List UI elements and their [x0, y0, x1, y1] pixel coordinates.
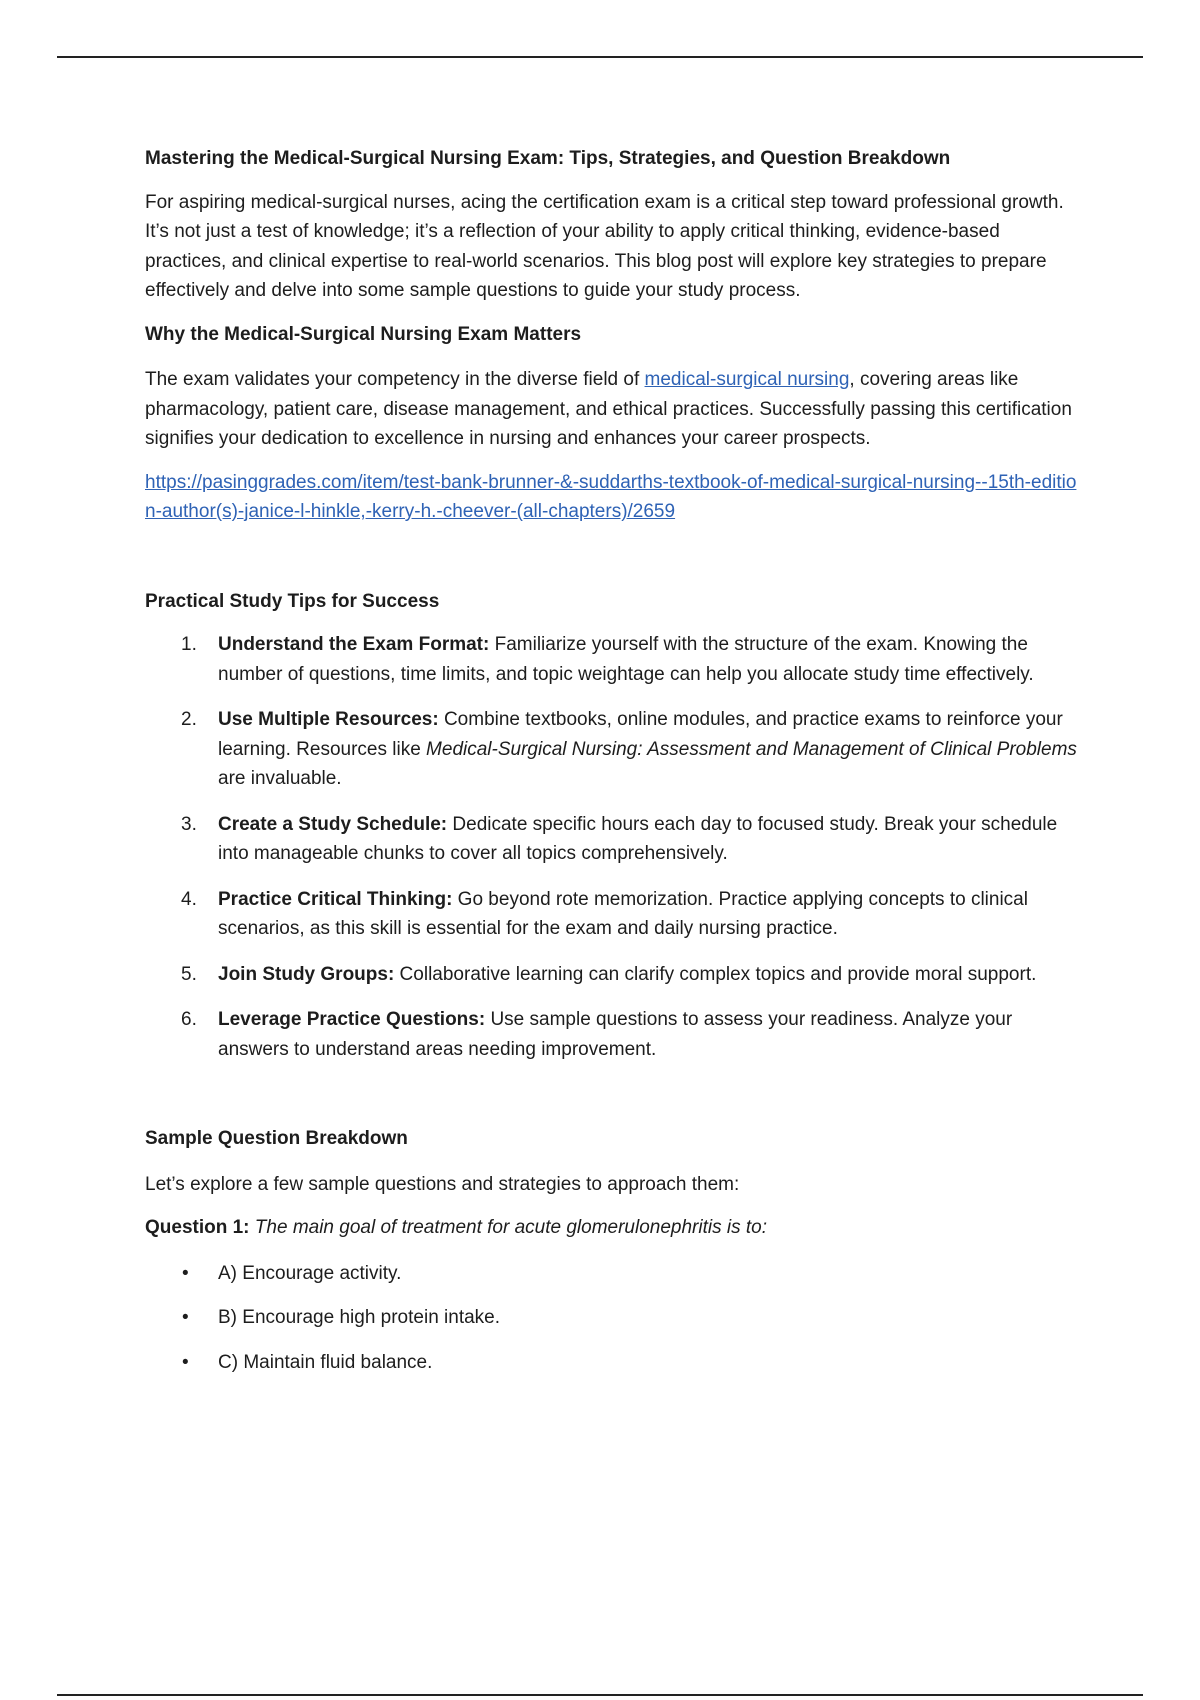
tip-text: Familiarize yourself with the structure of the exam. Knowing the number of questions, time limits, and topic weightage can help you allocate study time effectively. — [218, 634, 1034, 685]
option-text: B) Encourage high protein intake. — [218, 1307, 501, 1328]
tip-text: Collaborative learning can clarify complex topics and provide moral support. — [394, 963, 1037, 985]
list-item — [145, 705, 1085, 794]
tip-label: Join Study Groups: — [218, 963, 395, 985]
tip-text-end: are invaluable. — [218, 768, 342, 789]
list-item — [145, 960, 1085, 990]
option-text: A) Encourage activity. — [218, 1262, 402, 1284]
list-item — [145, 1259, 1085, 1289]
tip-text: Go beyond rote memorization. Practice applying concepts to clinical scenarios, as this skill is essential for the exam and daily nursing practice. — [218, 888, 1028, 939]
top-rule — [57, 56, 1143, 58]
why-text-end: , covering areas like pharmacology, patient care, disease management, and ethical practices. Successfully passing this certification signifies your dedication to excellence in nursing and enhances your career prospects. — [145, 369, 1072, 449]
bullet-icon: • — [182, 1262, 189, 1284]
bottom-rule — [57, 1694, 1143, 1696]
answer-options — [145, 1259, 1085, 1378]
list-number: 2. — [181, 709, 197, 730]
list-item — [145, 1005, 1085, 1064]
sample-intro: Let’s explore a few sample questions and strategies to approach them: — [145, 1173, 740, 1195]
list-item — [145, 885, 1085, 944]
why-paragraph — [145, 365, 1085, 454]
tip-label: Practice Critical Thinking: — [218, 888, 453, 910]
book-title: Medical-Surgical Nursing: Assessment and Management of Clinical Problems — [426, 738, 1077, 760]
list-number: 6. — [181, 1009, 197, 1030]
tip-text: Use sample questions to assess your readiness. Analyze your answers to understand areas needing improvement. — [218, 1009, 1013, 1060]
why-text-start: The exam validates your competency in the diverse field of — [145, 369, 645, 390]
bullet-icon: • — [182, 1307, 189, 1328]
list-item — [145, 810, 1085, 869]
list-number: 1. — [181, 634, 197, 655]
list-item — [145, 1348, 1085, 1378]
tip-label: Leverage Practice Questions: — [218, 1009, 486, 1030]
bullet-icon: • — [182, 1351, 189, 1373]
list-number: 3. — [181, 813, 197, 835]
page-title: Mastering the Medical-Surgical Nursing Exam: Tips, Strategies, and Question Breakdown — [145, 148, 951, 169]
why-heading: Why the Medical-Surgical Nursing Exam Matters — [145, 323, 582, 345]
question-line — [145, 1213, 1085, 1243]
tip-label: Use Multiple Resources: — [218, 709, 439, 730]
tip-label: Create a Study Schedule: — [218, 813, 448, 835]
list-number: 4. — [181, 888, 197, 910]
product-link[interactable]: https://pasinggrades.com/item/test-bank-brunner-&-suddarths-textbook-of-medical-surgical-nursing--15th-edition-author(s)-janice-l-hinkle,-kerry-h.-cheever-(all-chapters)/2659 — [145, 471, 1077, 522]
tip-text: Dedicate specific hours each day to focused study. Break your schedule into manageable chunks to cover all topics comprehensively. — [218, 813, 1058, 864]
list-item — [145, 1303, 1085, 1333]
intro-paragraph: For aspiring medical-surgical nurses, acing the certification exam is a critical step toward professional growth. It’s not just a test of knowledge; it’s a reflection of your ability to apply critical thinking, evidence-based practices, and clinical expertise to real-world scenarios. This blog post will explore key strategies to prepare effectively and delve into some sample questions to guide your study process. — [145, 191, 1064, 301]
medical-surgical-nursing-link[interactable]: medical-surgical nursing — [644, 369, 850, 390]
question-label: Question 1: — [145, 1217, 250, 1238]
tip-text: Combine textbooks, online modules, and practice exams to reinforce your learning. Resources like — [218, 709, 1063, 760]
tip-label: Understand the Exam Format: — [218, 634, 490, 655]
document-body — [145, 144, 1085, 1392]
list-number: 5. — [181, 963, 197, 985]
list-item — [145, 630, 1085, 689]
question-text: The main goal of treatment for acute glomerulonephritis is to: — [254, 1217, 767, 1238]
option-text: C) Maintain fluid balance. — [218, 1351, 433, 1373]
tips-heading: Practical Study Tips for Success — [145, 590, 440, 612]
tips-list — [145, 630, 1085, 1064]
sample-heading: Sample Question Breakdown — [145, 1128, 408, 1149]
